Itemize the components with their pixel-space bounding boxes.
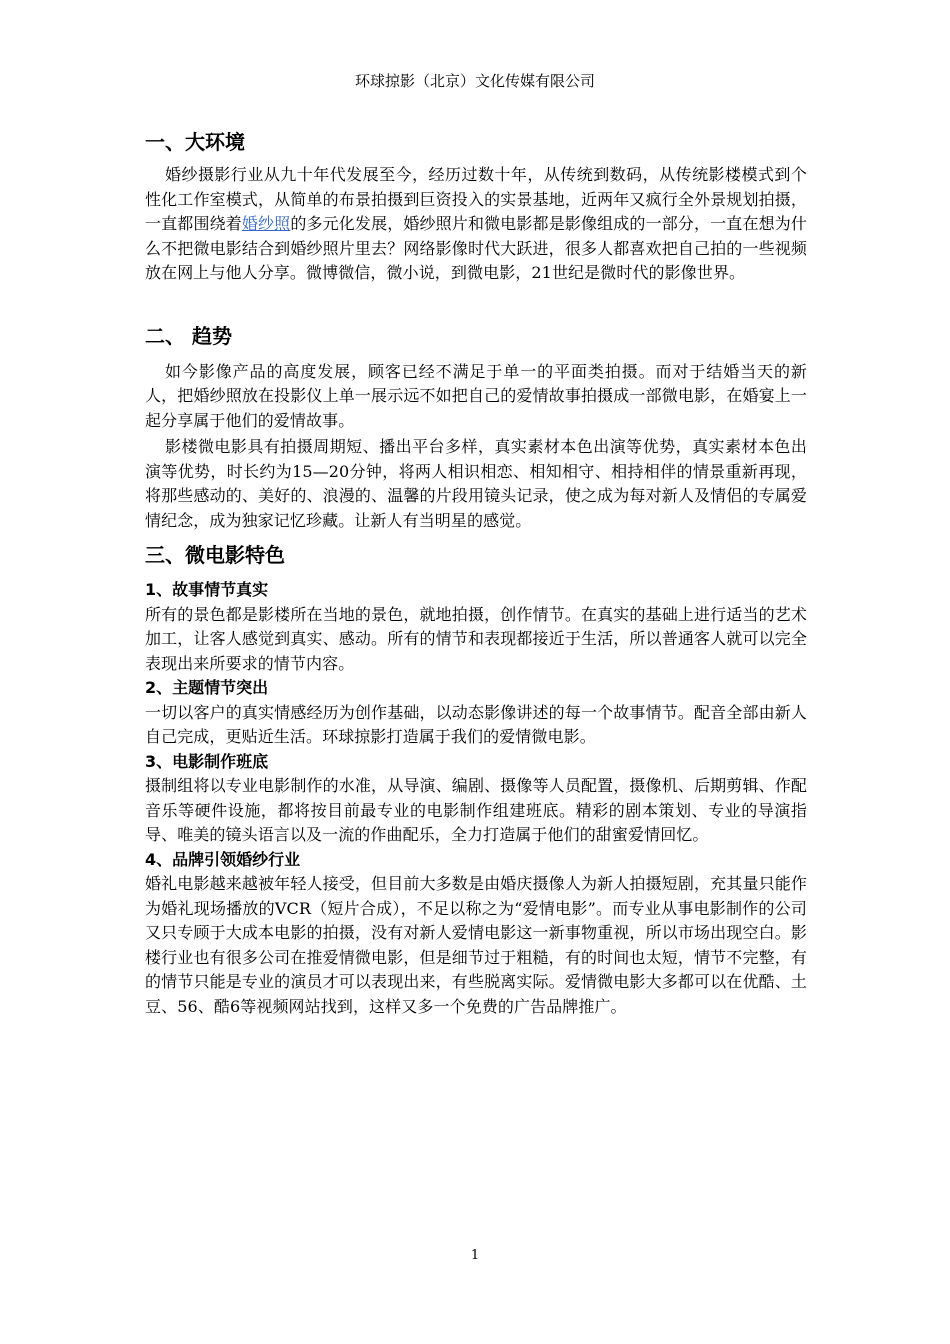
- section-1-title: 一、大环境: [145, 130, 245, 154]
- section-1-text-start: 婚纱摄影行业从九十年代发展至今，经历过数十年，从传统到数码，从传统影楼模式到个性化工作室模式，从简单的布景拍摄到巨资投入的实景基地，近两年又疯行全外景规划拍摄，一直都围绕着: [145, 165, 807, 233]
- section-3-title: 三、微电影特色: [145, 543, 285, 567]
- wedding-photo-link[interactable]: 婚纱照: [241, 214, 291, 233]
- feature-4-text: 婚礼电影越来越被年轻人接受，但目前大多数是由婚庆摄像人为新人拍摄短剧，充其量只能作为婚礼现场播放的VCR（短片合成），不足以称之为“爱情电影”。而专业从事电影制作的公司又只专顾于大成本电影的拍摄，没有对新人爱情电影这一新事物重视，所以市场出现空白。影楼行业也有很多公司在推爱情微电影，但是细节过于粗糙，有的时间也太短，情节不完整，有的情节只能是专业的演员才可以表现出来，有些脱离实际。爱情微电影大多都可以在优酷、土豆、56、酷6等视频网站找到，这样又多一个免费的广告品牌推广。: [145, 874, 807, 1016]
- feature-3-text: 摄制组将以专业电影制作的水准，从导演、编剧、摄像等人员配置，摄像机、后期剪辑、作配音乐等硬件设施，都将按目前最专业的电影制作组建班底。精彩的剧本策划、专业的导演指导、唯美的镜头语言以及一流的作曲配乐，全力打造属于他们的甜蜜爱情回忆。: [145, 776, 807, 844]
- document-body: [145, 128, 807, 1019]
- section-2-paragraph-2: 影楼微电影具有拍摄周期短、播出平台多样，真实素材本色出演等优势，真实素材本色出演等优势，时长约为15—20分钟，将两人相识相恋、相知相守、相持相伴的情景重新再现，将那些感动的、美好的、浪漫的、温馨的片段用镜头记录，使之成为每对新人及情侣的专属爱情纪念，成为独家记忆珍藏。让新人有当明星的感觉。: [145, 437, 807, 530]
- feature-2-text: 一切以客户的真实情感经历为创作基础，以动态影像讲述的每一个故事情节。配音全部由新人自己完成，更贴近生活。环球掠影打造属于我们的爱情微电影。: [145, 702, 807, 746]
- document-header: 环球掠影（北京）文化传媒有限公司: [354, 72, 595, 90]
- section-2-title: 二、 趋势: [145, 323, 232, 348]
- page-number: 1: [470, 1248, 480, 1263]
- section-1-text-end: 的多元化发展，婚纱照片和微电影都是影像组成的一部分，一直在想为什么不把微电影结合到婚纱照片里去？网络影像时代大跃进，很多人都喜欢把自己拍的一些视频放在网上与他人分享。微博微信，微小说，到微电影，21世纪是微时代的影像世界。: [145, 214, 807, 282]
- feature-4-title: 4、品牌引领婚纱行业: [145, 849, 301, 869]
- feature-3-title: 3、电影制作班底: [145, 751, 269, 771]
- feature-2-title: 2、主题情节突出: [145, 678, 269, 697]
- feature-1-title: 1、故事情节真实: [145, 580, 269, 599]
- section-2-paragraph-1: 如今影像产品的高度发展，顾客已经不满足于单一的平面类拍摄。而对于结婚当天的新人，把婚纱照放在投影仪上单一展示远不如把自己的爱情故事拍摄成一部微电影，在婚宴上一起分享属于他们的爱情故事。: [145, 361, 807, 430]
- section-1-paragraph: [145, 163, 807, 286]
- feature-1-text: 所有的景色都是影楼所在当地的景色，就地拍摄，创作情节。在真实的基础上进行适当的艺术加工，让客人感觉到真实、感动。所有的情节和表现都接近于生活，所以普通客人就可以完全表现出来所要求的情节内容。: [145, 604, 807, 673]
